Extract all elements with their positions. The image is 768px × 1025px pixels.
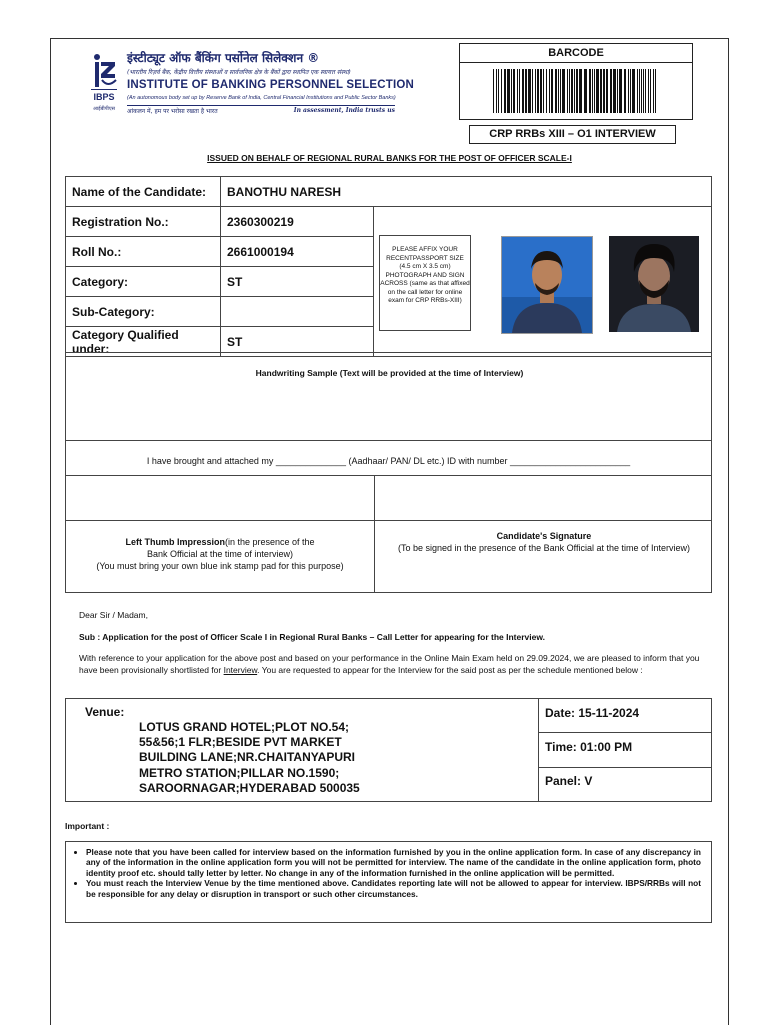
list-item: • You must reach the Interview Venue by the time mentioned above. Candidates reporting late will not be allowed to appear for interview. IBPS/RRBs will not be responsible for any delay or disruption in transport or such other circumstances. xyxy=(86,878,701,899)
candidate-photo-dark xyxy=(609,236,699,332)
barcode-bar xyxy=(650,69,651,113)
divider xyxy=(538,767,712,768)
barcode-bar xyxy=(537,69,539,113)
venue-line: 55&56;1 FLR;BESIDE PVT MARKET xyxy=(139,735,342,750)
salutation: Dear Sir / Madam, xyxy=(79,610,148,620)
barcode-bar xyxy=(535,69,536,113)
barcode-bar xyxy=(498,69,499,113)
barcode-bar xyxy=(645,69,646,113)
barcode-bar xyxy=(628,69,629,113)
barcode-bar xyxy=(594,69,595,113)
barcode-bar xyxy=(576,69,578,113)
barcode-bar xyxy=(584,69,587,113)
thumb-signature-row xyxy=(65,476,712,593)
barcode-bar xyxy=(600,69,602,113)
barcode-bar xyxy=(546,69,547,113)
thumb-text-1: (in the presence of the xyxy=(224,537,315,547)
barcode-bar xyxy=(543,69,544,113)
barcode-bar xyxy=(648,69,649,113)
interview-time: Time: 01:00 PM xyxy=(545,740,633,754)
signature-box xyxy=(378,530,710,554)
subcategory-label: Sub-Category: xyxy=(66,297,221,327)
barcode-box xyxy=(459,43,693,120)
barcode-bar xyxy=(637,69,638,113)
barcode-bar xyxy=(501,69,502,113)
barcode-bar xyxy=(551,69,553,113)
signature-title: Candidate's Signature xyxy=(496,531,592,541)
barcode-bar xyxy=(641,69,642,113)
category-label: Category: xyxy=(66,267,221,297)
barcode-bar xyxy=(567,69,568,113)
barcode-bar xyxy=(555,69,557,113)
venue-line: BUILDING LANE;NR.CHAITANYAPURI xyxy=(139,750,355,765)
slogan-row xyxy=(127,105,395,116)
reg-label: Registration No.: xyxy=(66,207,221,237)
venue-address xyxy=(139,720,469,796)
roll-label: Roll No.: xyxy=(66,237,221,267)
barcode-bar xyxy=(619,69,622,113)
roll-number: 2661000194 xyxy=(221,237,374,267)
barcode-bar xyxy=(589,69,591,113)
thumb-text-2: Bank Official at the time of interview) xyxy=(147,549,293,559)
interview-panel: Panel: V xyxy=(545,774,593,788)
barcode-bar xyxy=(630,69,631,113)
candidate-photo xyxy=(501,236,593,334)
barcode-bar xyxy=(596,69,599,113)
barcode-bar xyxy=(507,69,510,113)
handwriting-label: Handwriting Sample (Text will be provided at the time of Interview) xyxy=(255,368,524,378)
barcode-bar xyxy=(655,69,656,113)
interview-link[interactable]: Interview xyxy=(223,664,258,675)
handwriting-sample-box xyxy=(65,352,712,441)
barcode-bar xyxy=(610,69,612,113)
divider xyxy=(538,699,539,802)
barcode-bar xyxy=(560,69,561,113)
barcode-bar xyxy=(519,69,520,113)
venue-table xyxy=(65,698,712,802)
venue-line: LOTUS GRAND HOTEL;PLOT NO.54; xyxy=(139,720,349,734)
id-declaration: I have brought and attached my ______________ (Aadhaar/ PAN/ DL etc.) ID with number ________________________ xyxy=(65,441,712,476)
barcode-bar xyxy=(606,69,608,113)
barcode-bar xyxy=(504,69,506,113)
thumb-text-3: (You must bring your own blue ink stamp pad for this purpose) xyxy=(96,561,344,571)
ibps-logo xyxy=(89,53,119,115)
divider xyxy=(538,732,712,733)
venue-line: METRO STATION;PILLAR NO.1590; xyxy=(139,765,340,780)
english-title: INSTITUTE OF BANKING PERSONNEL SELECTION xyxy=(127,79,414,91)
qualified-label: Category Qualified under: xyxy=(66,327,221,357)
para-text-1: With reference to your application for the above post and based on your performance in the Online Main Exam held on 29.09.2024, we are pleased to inform that you have been provisionally shortlisted for xyxy=(79,653,700,675)
call-letter-page xyxy=(50,38,729,1025)
barcode-bar xyxy=(511,69,512,113)
para-text-2: . You are requested to appear for the Interview for the said post as per the schedule mentioned below : xyxy=(257,664,643,675)
important-label: Important : xyxy=(65,821,110,831)
interview-date: Date: 15-11-2024 xyxy=(545,706,640,720)
english-subtitle: (An autonomous body set up by Reserve Bank of India, Central Financial Institutions and Public Sector Banks) xyxy=(127,95,396,101)
letter-paragraph xyxy=(79,653,715,676)
thumb-impression-box xyxy=(70,536,370,572)
candidate-name: BANOTHU NARESH xyxy=(221,177,712,207)
registration-number: 2360300219 xyxy=(221,207,374,237)
venue-line: SAROORNAGAR;HYDERABAD 500035 xyxy=(139,780,360,795)
barcode-bar xyxy=(624,69,626,113)
barcode-bar xyxy=(579,69,582,113)
barcode-bar xyxy=(532,69,533,113)
issued-line: ISSUED ON BEHALF OF REGIONAL RURAL BANKS FOR THE POST OF OFFICER SCALE-I xyxy=(207,153,572,163)
divider xyxy=(66,520,712,521)
barcode-bar xyxy=(613,69,616,113)
barcode-bar xyxy=(549,69,550,113)
barcode-bar xyxy=(617,69,618,113)
barcode-bar xyxy=(517,69,518,113)
subject-line: Sub : Application for the post of Officer Scale I in Regional Rural Banks – Call Letter for appearing for the Interview. xyxy=(79,632,545,642)
barcode-bar xyxy=(643,69,644,113)
barcode-label: BARCODE xyxy=(460,44,692,63)
barcode-bar xyxy=(603,69,605,113)
divider xyxy=(374,476,375,592)
barcode-bar xyxy=(569,69,570,113)
list-item: • Please note that you have been called for interview based on the information furnished by you in the online application form. In case of any discrepancy in any of the information in the online application form you will not be permitted for interview. The name of the candidate in the online application form, photo identity proof etc. should tally letter by letter. No change in any of the information furnished in the online application will be permitted. xyxy=(86,847,701,878)
slogan-hindi: आंकलन में, हम पर भरोसा रखता है भारत xyxy=(127,108,218,115)
barcode-bar xyxy=(632,69,635,113)
barcode-bar xyxy=(513,69,515,113)
exam-name: CRP RRBs XIII – O1 INTERVIEW xyxy=(469,125,676,144)
qualified-value: ST xyxy=(221,327,374,357)
barcode-bar xyxy=(528,69,531,113)
logo-hindi: आईबीपीएस xyxy=(93,106,115,112)
barcode-bar xyxy=(493,69,494,113)
important-notes xyxy=(65,841,712,923)
hindi-subtitle: (भारतीय रिज़र्व बैंक, केंद्रीय वित्तीय संस्थाओं व सार्वजनिक क्षेत्र के बैंकों द्वारा स्थापित एक स्वायत्त संस्था) xyxy=(127,69,351,76)
barcode-bar xyxy=(540,69,542,113)
barcode-bar xyxy=(574,69,575,113)
barcode-bar xyxy=(496,69,497,113)
category-value: ST xyxy=(221,267,374,297)
barcode-bar xyxy=(653,69,654,113)
barcode-bar xyxy=(592,69,593,113)
logo-text: IBPS xyxy=(93,92,115,102)
barcode-image xyxy=(493,69,659,113)
signature-text: (To be signed in the presence of the Bank Official at the time of Interview) xyxy=(398,543,690,553)
barcode-bar xyxy=(525,69,527,113)
subcategory-value xyxy=(221,297,374,327)
affix-photo-box: PLEASE AFFIX YOUR RECENTPASSPORT SIZE (4.5 cm X 3.5 cm) PHOTOGRAPH AND SIGN ACROSS (same as that affixed on the call letter for online exam for CRP RRBs-XIII) xyxy=(379,235,471,331)
name-label: Name of the Candidate: xyxy=(66,177,221,207)
thumb-title: Left Thumb Impression xyxy=(125,537,225,547)
venue-label: Venue: xyxy=(85,705,125,719)
hindi-title: इंस्टीट्यूट ऑफ बैंकिंग पर्सोनेल सिलेक्शन ® xyxy=(127,51,320,65)
barcode-bar xyxy=(558,69,559,113)
barcode-bar xyxy=(571,69,573,113)
barcode-bar xyxy=(522,69,524,113)
barcode-bar xyxy=(562,69,565,113)
slogan-english: In assessment, India trusts us xyxy=(293,107,395,114)
barcode-bar xyxy=(639,69,640,113)
